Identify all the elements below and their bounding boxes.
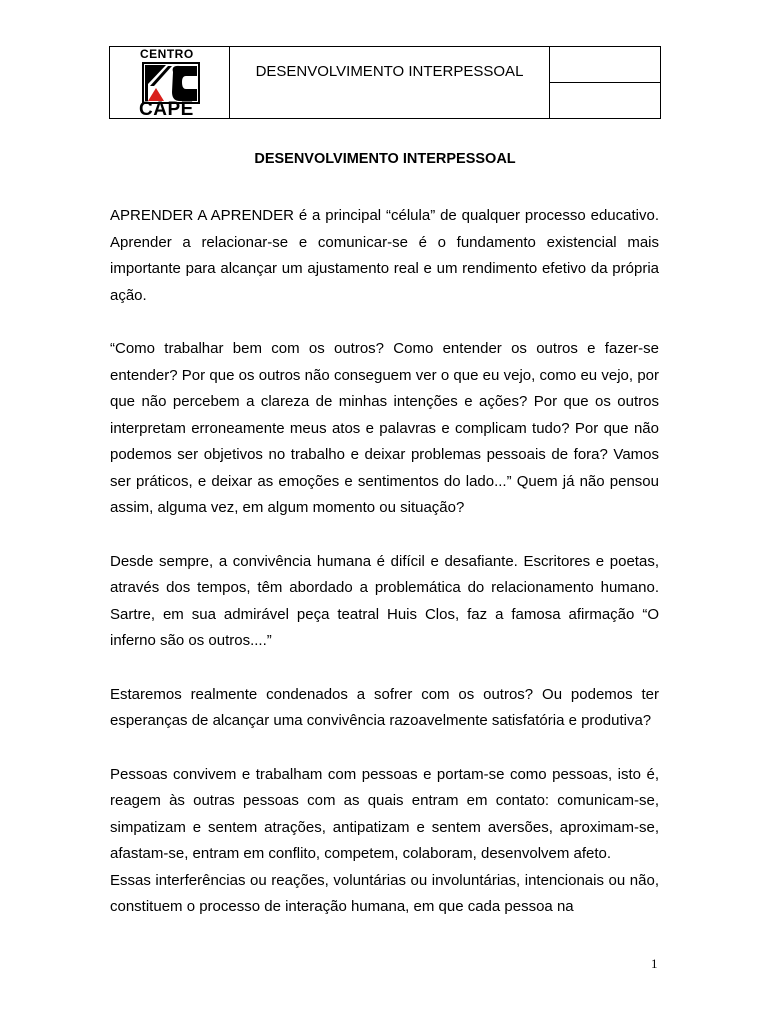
logo-top-text: CENTRO (140, 47, 194, 61)
header-side-cell-top (550, 47, 661, 83)
logo-cell (110, 47, 230, 119)
paragraph: Desde sempre, a convivência humana é difícil e desafiante. Escritores e poetas, através dos tempos, têm abordado a problemática do relacionamento humano. Sartre, em sua admirável peça teatral Huis Clos, faz a famosa afirmação “O inferno são os outros....” (110, 552, 659, 649)
logo-bottom-text: CAPE (139, 99, 194, 120)
paragraph: APRENDER A APRENDER é a principal “célula” de qualquer processo educativo. Aprender a relacionar-se e comunicar-se é o fundamento existencial mais importante para alcançar um ajustamento real e um rendimento efetivo da própria ação. (110, 207, 659, 304)
paragraph: “Como trabalhar bem com os outros? Como entender os outros e fazer-se entender? Por que os outros não conseguem ver o que eu vejo, como eu vejo, por que não percebem a clareza de minhas intenções e ações? Por que os outros interpretam erroneamente meus atos e palavras e complicam tudo? Por que não podemos ser objetivos no trabalho e deixar problemas pessoais de fora? Vamos ser práticos, e deixar as emoções e sentimentos do lado...” Quem já não pensou assim, alguma vez, em algum momento ou situação? (110, 340, 659, 516)
document-body (110, 203, 659, 921)
paragraph: Essas interferências ou reações, voluntárias ou involuntárias, intencionais ou não, constituem o processo de interação humana, em que cada pessoa na (110, 871, 659, 915)
paragraph: Estaremos realmente condenados a sofrer com os outros? Ou podemos ter esperanças de alcançar uma convivência razoavelmente satisfatória e produtiva? (110, 685, 659, 729)
header-side-cell-bottom (550, 83, 661, 119)
header-title: DESENVOLVIMENTO INTERPESSOAL (230, 47, 550, 119)
centro-cape-logo (134, 48, 206, 120)
document-header (109, 46, 661, 119)
page-title: DESENVOLVIMENTO INTERPESSOAL (254, 151, 516, 167)
paragraph: Pessoas convivem e trabalham com pessoas e portam-se como pessoas, isto é, reagem às outras pessoas com as quais entram em contato: comunicam-se, simpatizam e sentem atrações, antipatizam e sentem aversões, aproximam-se, afastam-se, entram em conflito, competem, colaboram, desenvolvem afeto. (110, 765, 659, 862)
page-number: 1 (651, 956, 658, 971)
logo-mark-icon (142, 62, 200, 104)
